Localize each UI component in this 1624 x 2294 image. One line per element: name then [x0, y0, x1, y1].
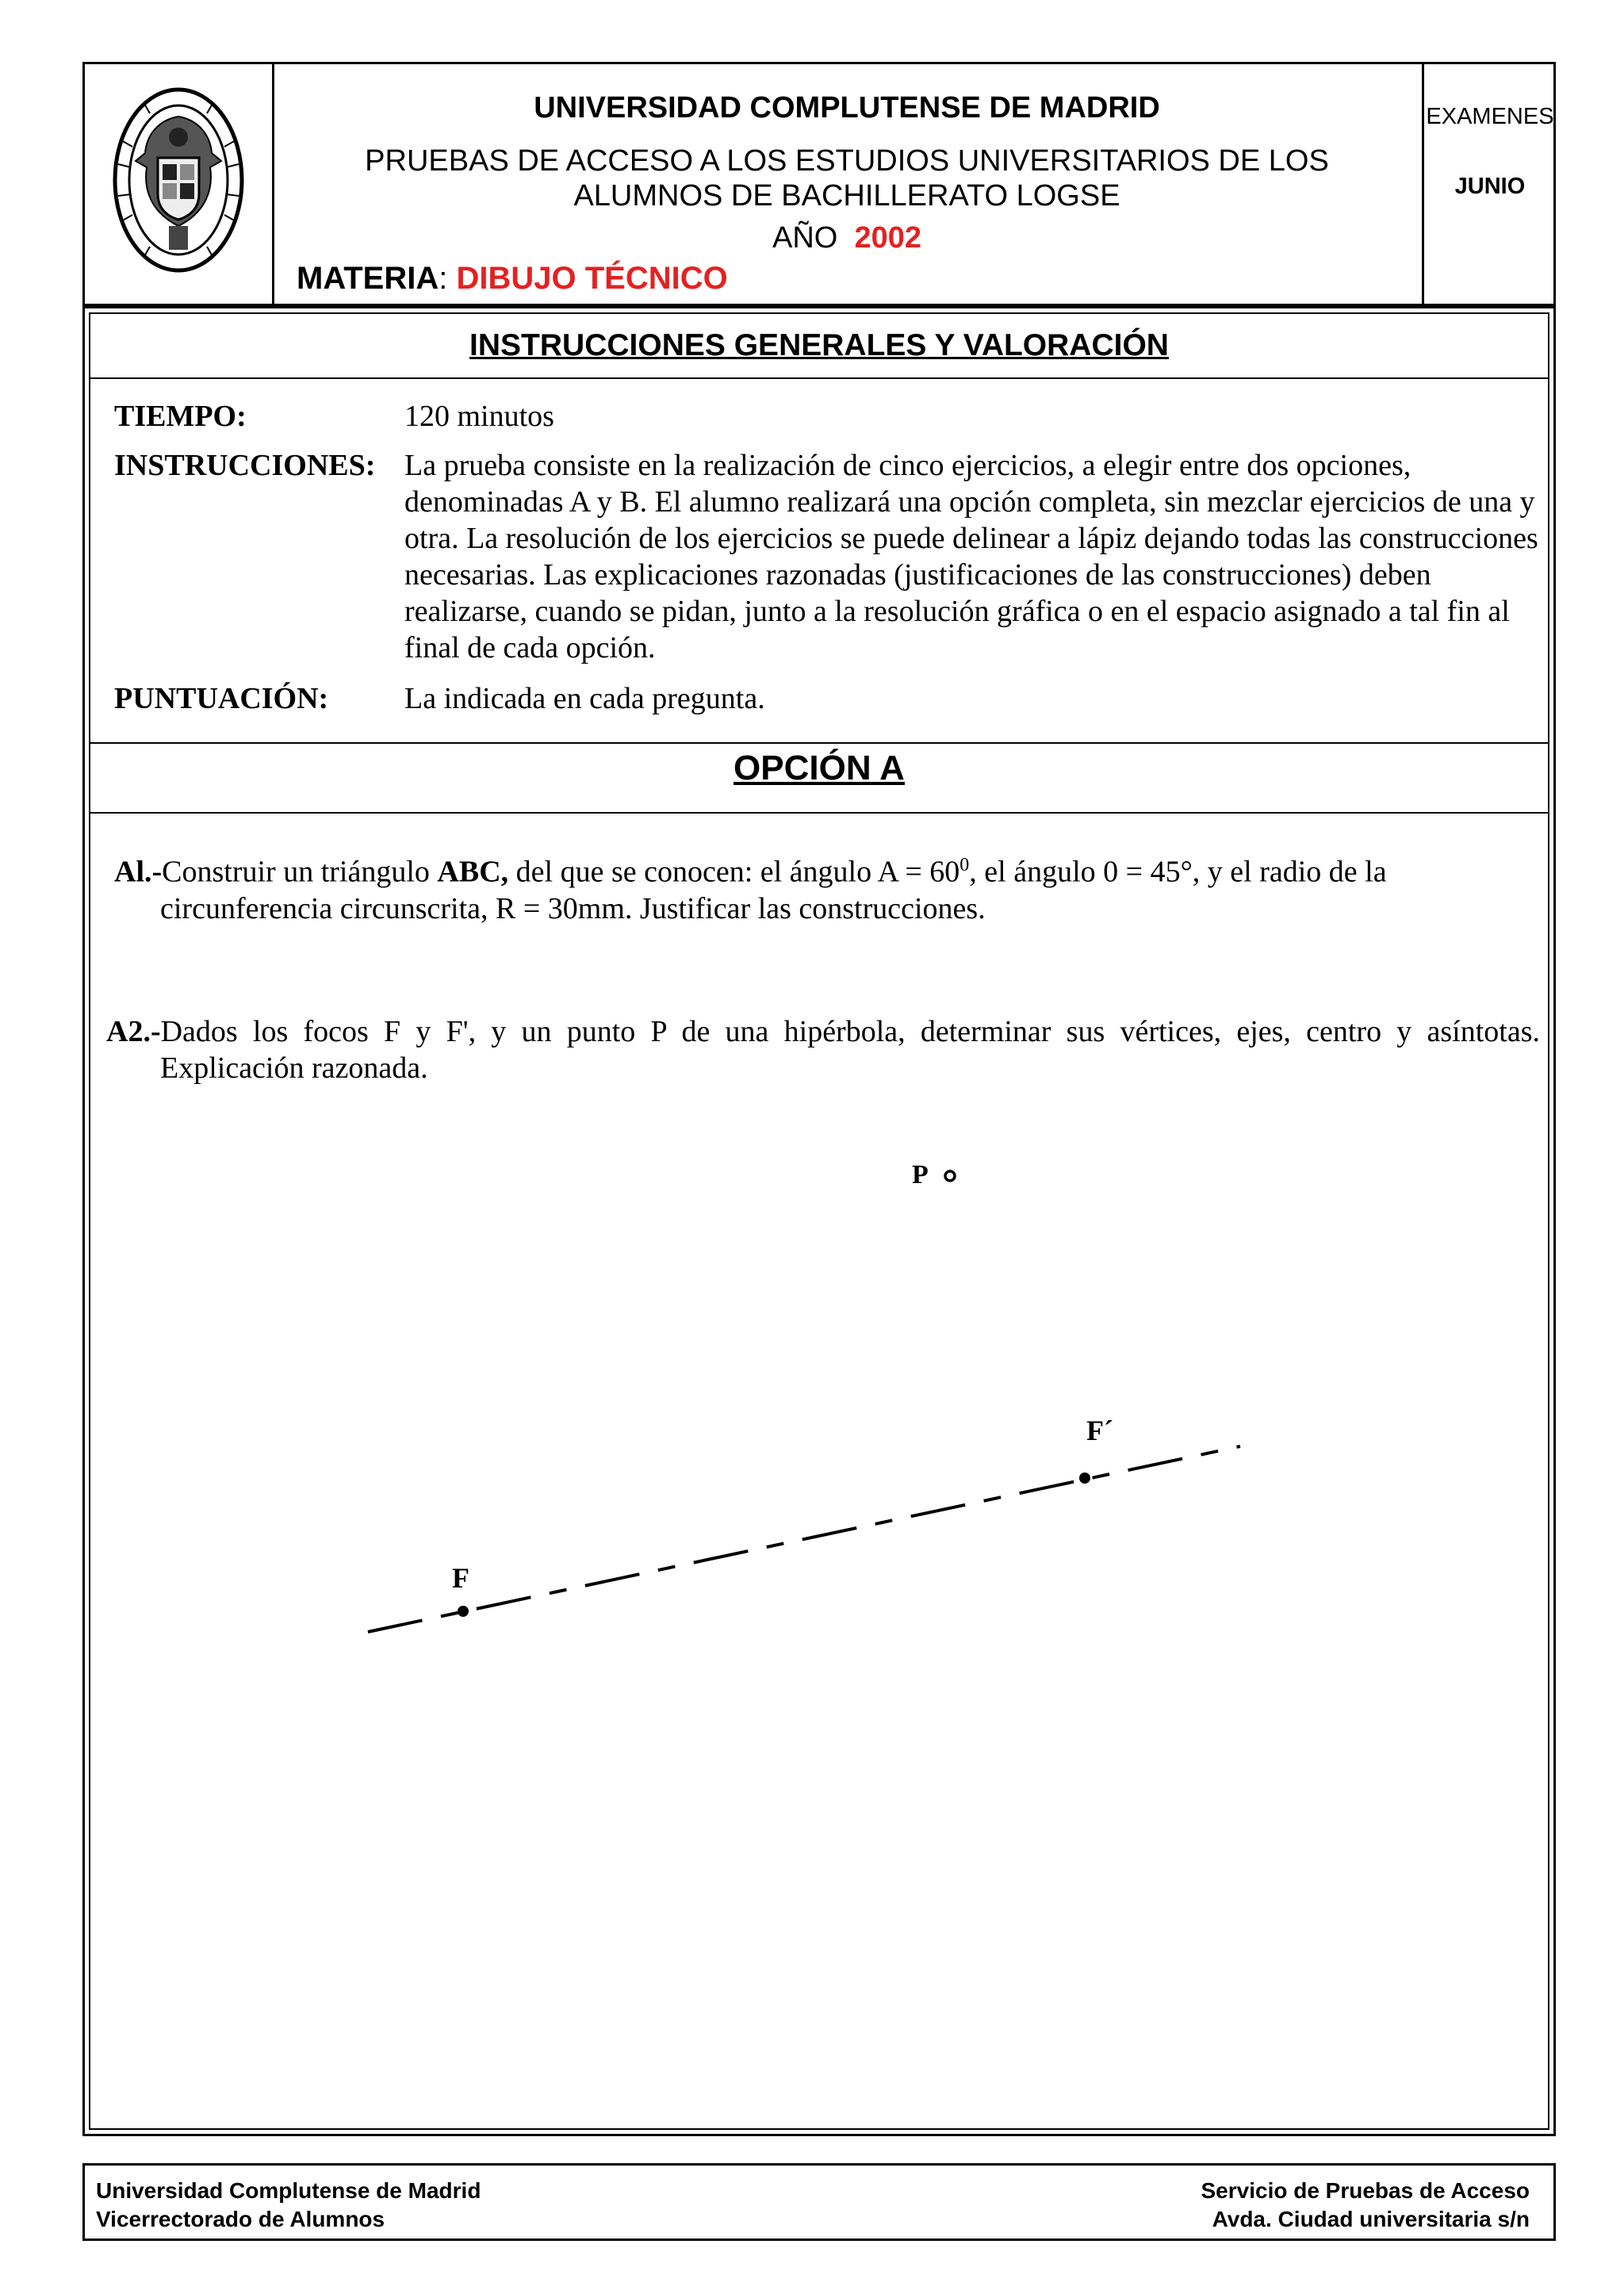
exercise-a1-triangle: ABC,: [437, 855, 509, 889]
tiempo-label: TIEMPO:: [114, 400, 247, 433]
exercise-a1-number: Al.-: [114, 855, 163, 889]
year-value: 2002: [854, 221, 922, 255]
exams-label: EXAMENES: [1426, 104, 1554, 129]
footer-right-line2: Avda. Ciudad universitaria s/n: [1212, 2207, 1530, 2231]
instructions-title: INSTRUCCIONES GENERALES Y VALORACIÓN: [469, 328, 1169, 362]
university-name: UNIVERSIDAD COMPLUTENSE DE MADRID: [534, 91, 1160, 124]
hyperbola-figure: [90, 314, 1553, 1805]
focus-f2-marker: [1079, 1473, 1090, 1484]
subject-separator: :: [439, 261, 448, 296]
exercise-a2-number: A2.-: [106, 1015, 161, 1048]
footer-left-line2: Vicerrectorado de Alumnos: [96, 2207, 385, 2231]
content-frame: [82, 306, 1556, 2136]
exam-description-line1: PRUEBAS DE ACCESO A LOS ESTUDIOS UNIVERSITARIOS DE LOS: [365, 144, 1329, 178]
tiempo-value: 120 minutos: [404, 400, 554, 433]
exam-header: [82, 62, 1556, 306]
puntuacion-value: La indicada en cada pregunta.: [404, 682, 765, 715]
foci-axis-line: [368, 1446, 1240, 1632]
focus-f2-label: F´: [1086, 1415, 1113, 1446]
logo-cell: [85, 64, 274, 304]
exercise-a2-line2: Explicación razonada.: [160, 1051, 428, 1085]
exercise-a1-superscript: 0: [959, 855, 970, 875]
option-a-title: OPCIÓN A: [733, 749, 905, 787]
exercise-a1-text-angle: del que se conocen: el ángulo A = 60: [508, 855, 960, 889]
point-p-label: P: [912, 1160, 929, 1189]
footer-right-line1: Servicio de Pruebas de Acceso: [1201, 2178, 1530, 2203]
title-cell: [274, 64, 1419, 304]
exercise-a1-line2: circunferencia circunscrita, R = 30mm. Justificar las construcciones.: [160, 891, 986, 925]
footer-left-line1: Universidad Complutense de Madrid: [96, 2178, 481, 2203]
exam-description: [274, 144, 1419, 213]
subject-label: MATERIA: [297, 261, 439, 296]
focus-f-marker: [458, 1606, 469, 1617]
puntuacion-label: PUNTUACIÓN:: [114, 682, 329, 715]
exercise-a1-text-rest: , el ángulo 0 = 45°, y el radio de la: [969, 855, 1387, 889]
university-seal-logo: [112, 85, 245, 275]
focus-f-label: F: [452, 1562, 469, 1594]
exercise-a2-text: Dados los focos F y F', y un punto P de una hipérbola, determinar sus vértices, ejes, centro y asíntotas.: [160, 1015, 1540, 1048]
exam-description-line2: ALUMNOS DE BACHILLERATO LOGSE: [573, 179, 1120, 213]
point-p-marker: [945, 1171, 955, 1181]
instrucciones-label: INSTRUCCIONES:: [114, 449, 376, 482]
instrucciones-value: La prueba consiste en la realización de cinco ejercicios, a elegir entre dos opciones, denominadas A y B. El alumno realizará una opción completa, sin mezclar ejercicios de una y otra. La resolución de los ejercicios se puede delinear a lápiz dejando todas las construcciones necesarias. Las explicaciones razonadas (justificaciones de las construcciones) deben realizarse, cuando se pidan, junto a la resolución gráfica o en el espacio asignado a tal fin al final de cada opción.: [404, 449, 1538, 664]
page-footer: [82, 2163, 1556, 2241]
session-cell: [1422, 64, 1556, 304]
exam-year: [274, 221, 1419, 255]
exercise-a1-text: Construir un triángulo: [162, 855, 438, 889]
year-label: AÑO: [772, 221, 838, 255]
subject-value: DIBUJO TÉCNICO: [456, 261, 728, 296]
content-frame-inner: [89, 312, 1549, 2130]
session-label: JUNIO: [1454, 174, 1526, 199]
subject: [297, 261, 728, 297]
